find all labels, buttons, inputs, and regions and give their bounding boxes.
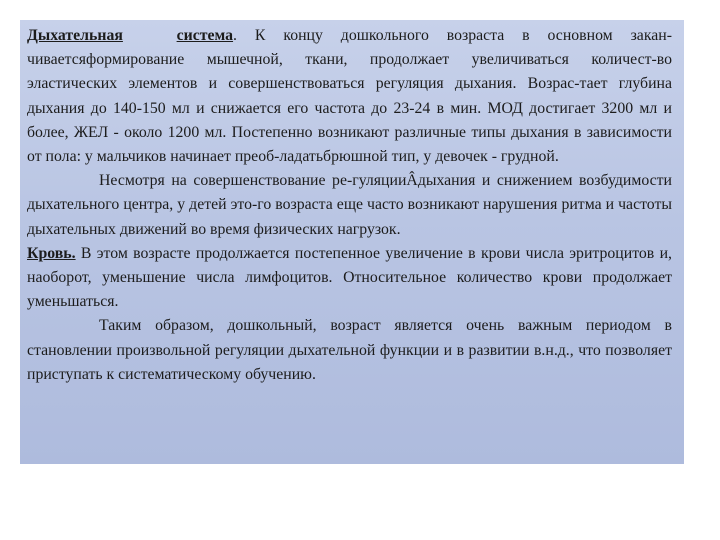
text-content <box>27 24 672 387</box>
paragraph-disorders-text: Несмотря на совершенствование ре-гуляцииÂдыхания и снижением возбудимости дыхательного центра, у детей это-го возраста еще часто возникают нарушения ритма и частоты дыхательных движений во время физических нагрузок. <box>27 172 672 238</box>
paragraph-respiratory <box>27 24 672 169</box>
paragraph-disorders <box>27 169 672 242</box>
paragraph-conclusion-text: Таким образом, дошкольный, возраст является очень важным периодом в становлении произвольной регуляции дыхательной функции и в развитии в.н.д., что позволяет приступать к систематическому обучению. <box>27 317 672 383</box>
heading-respiratory-word1: Дыхательная <box>27 27 123 44</box>
heading-respiratory-period: . <box>233 27 237 44</box>
heading-respiratory-word2: система <box>176 27 234 44</box>
paragraph-blood <box>27 242 672 315</box>
paragraph-blood-text: В этом возрасте продолжается постепенное увеличение в крови числа эритроцитов и, наоборот, уменьшение числа лимфоцитов. Относительное количество крови продолжает уменьшаться. <box>27 244 672 311</box>
paragraph-conclusion <box>27 314 672 387</box>
paragraph-respiratory-text: К концу дошкольного возраста в основном закан-чиваетсяформирование мышечной, ткани, продолжает увеличиваться количест-во эластических элементов и совершенствоваться регуляция дыхания. Возрас-тает глубина дыхания до 140-150 мл и снижается его частота до 23-24 в мин. МОД достигает 3200 мл и более, ЖЕЛ - около 1200 мл. Постепенно возникают различные типы дыхания в зависимости от пола: у мальчиков начинает преоб-ладатьбрюшной тип, у девочек - грудной. <box>27 27 672 166</box>
heading-blood: Кровь. <box>27 244 76 262</box>
